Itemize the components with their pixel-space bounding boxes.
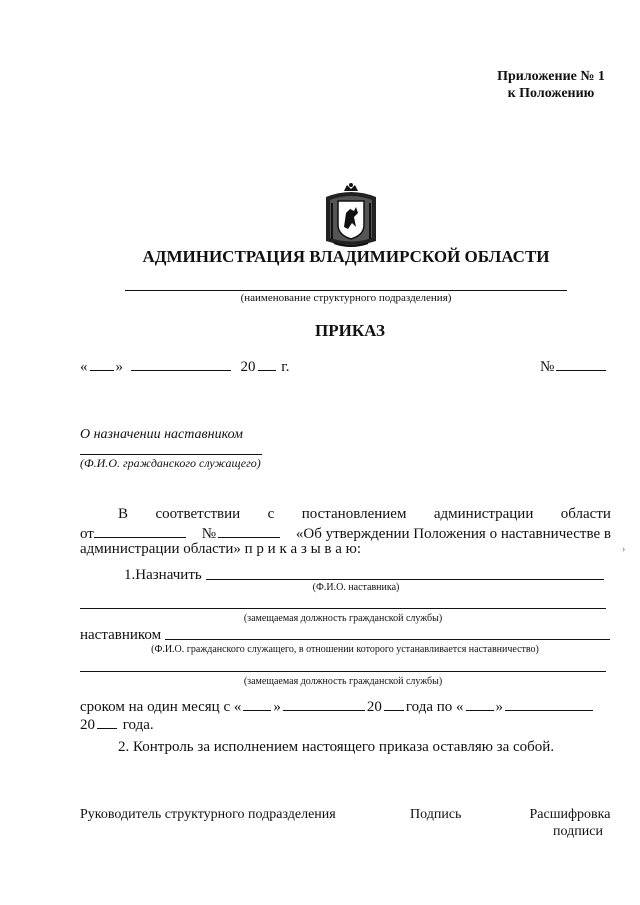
resolution-date: от bbox=[80, 523, 188, 543]
resolution-date-field[interactable] bbox=[94, 523, 186, 538]
term-line bbox=[80, 696, 620, 716]
signature-decode-line1: Расшифровка bbox=[529, 807, 611, 822]
appendix-label bbox=[496, 68, 606, 102]
mentee-name-caption: (Ф.И.О. гражданского служащего, в отношении которого устанавливается наставничество) bbox=[151, 644, 539, 655]
month-field[interactable] bbox=[131, 356, 231, 371]
appendix-reference: к Положению bbox=[507, 86, 595, 101]
word: с bbox=[267, 506, 275, 522]
term-end-year-field[interactable] bbox=[97, 714, 117, 729]
term-end-day-field[interactable] bbox=[466, 696, 494, 711]
term-end-year-word: года. bbox=[122, 717, 154, 733]
year-suffix: г. bbox=[281, 359, 290, 375]
item-appoint-label: 1.Назначить bbox=[124, 567, 202, 583]
resolution-number-field[interactable] bbox=[218, 523, 280, 538]
term-prefix: сроком на один месяц с « bbox=[80, 699, 242, 715]
resolution-title: «Об утверждении Положения о наставничестве в bbox=[295, 526, 611, 542]
coat-of-arms-icon bbox=[320, 183, 382, 249]
margin-mark: › bbox=[622, 544, 626, 555]
word: области bbox=[560, 506, 611, 522]
date-open-quote: « bbox=[80, 359, 88, 375]
structural-unit-caption: (наименование структурного подразделения) bbox=[240, 292, 452, 304]
date-close-quote: » bbox=[115, 359, 123, 375]
order-subject: О назначении наставником bbox=[80, 427, 243, 442]
employee-name-caption: (Ф.И.О. гражданского служащего) bbox=[80, 456, 261, 470]
word: В bbox=[118, 506, 129, 522]
paragraph-first-line bbox=[118, 505, 611, 523]
signature-decode-line2: подписи bbox=[553, 824, 603, 839]
term-end-month-field[interactable] bbox=[505, 696, 593, 711]
term-start-year-field[interactable] bbox=[384, 696, 404, 711]
signature-sign: Подпись bbox=[410, 807, 462, 822]
year-field[interactable] bbox=[258, 356, 276, 371]
structural-unit-line bbox=[125, 290, 567, 291]
signature-head: Руководитель структурного подразделения bbox=[80, 807, 336, 822]
order-number-field[interactable] bbox=[556, 356, 606, 371]
signature-decode bbox=[520, 806, 620, 840]
organization-name: АДМИНИСТРАЦИЯ ВЛАДИМИРСКОЙ ОБЛАСТИ bbox=[142, 247, 550, 266]
term-to: года по « bbox=[405, 699, 464, 715]
term-line-end bbox=[80, 714, 154, 734]
mentor-name-line[interactable] bbox=[206, 579, 604, 580]
document-type: ПРИКАЗ bbox=[315, 321, 385, 340]
word: соответствии bbox=[155, 506, 241, 522]
mentor-position-caption: (замещаемая должность гражданской службы) bbox=[243, 613, 443, 624]
number-sign: № bbox=[540, 359, 555, 375]
term-close-quote-end: » bbox=[495, 699, 504, 715]
term-close-quote: » bbox=[273, 699, 281, 715]
item-control: 2. Контроль за исполнением настоящего приказа оставляю за собой. bbox=[118, 739, 555, 755]
resolution-number: № bbox=[202, 523, 282, 543]
mentee-position-caption: (замещаемая должность гражданской службы) bbox=[243, 676, 443, 687]
term-start-day-field[interactable] bbox=[243, 696, 271, 711]
mentee-name-line[interactable] bbox=[165, 639, 610, 640]
mentee-position-line[interactable] bbox=[80, 671, 606, 672]
mentor-name-caption: (Ф.И.О. наставника) bbox=[312, 582, 400, 593]
paragraph-third-line: администрации области» п р и к а з ы в а ю: bbox=[80, 541, 362, 557]
date-line bbox=[80, 356, 610, 376]
word: администрации bbox=[433, 506, 534, 522]
mentor-label: наставником bbox=[80, 627, 162, 643]
mentor-position-line[interactable] bbox=[80, 608, 606, 609]
word: постановлением bbox=[301, 506, 407, 522]
term-start-month-field[interactable] bbox=[283, 696, 365, 711]
term-end-year-prefix: 20 bbox=[80, 717, 95, 733]
day-field[interactable] bbox=[90, 356, 114, 371]
order-number bbox=[540, 356, 608, 376]
year-prefix: 20 bbox=[240, 359, 256, 375]
appendix-number: Приложение № 1 bbox=[497, 69, 605, 84]
term-year-prefix: 20 bbox=[366, 699, 382, 715]
